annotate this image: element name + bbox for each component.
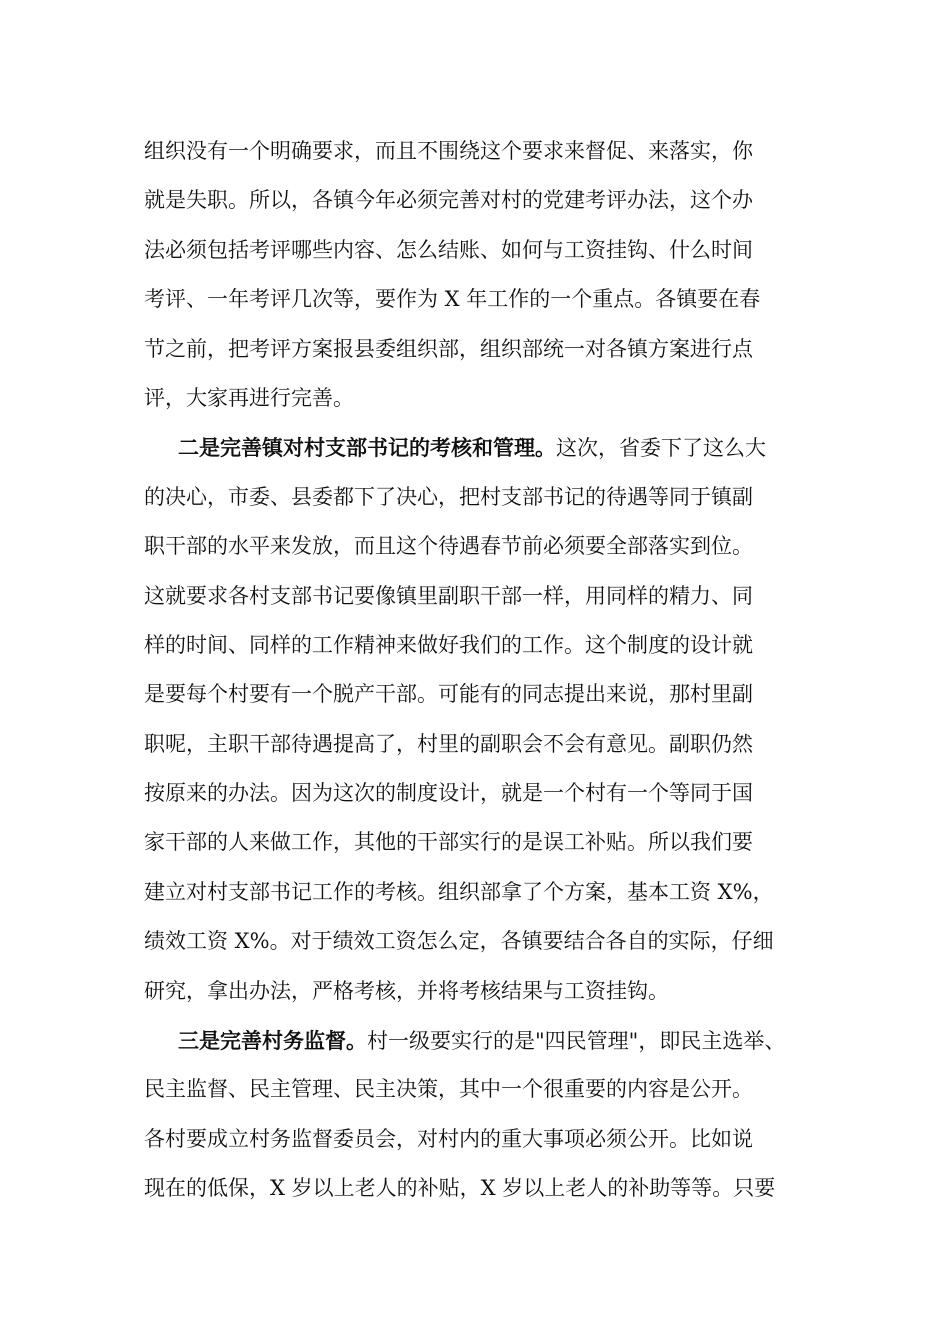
paragraph-2-line: 建立对村支部书记工作的考核。组织部拿了个方案，基本工资 X%， bbox=[144, 879, 774, 904]
paragraph-2-heading: 二是完善镇对村支部书记的考核和管理。 bbox=[178, 435, 556, 461]
paragraph-2-line: 按原来的办法。因为这次的制度设计，就是一个村有一个等同于国 bbox=[144, 781, 753, 806]
paragraph-1-line: 法必须包括考评哪些内容、怎么结账、如何与工资挂钩、什么时间 bbox=[144, 237, 753, 262]
paragraph-1-line: 组织没有一个明确要求，而且不围绕这个要求来督促、来落实，你 bbox=[144, 139, 753, 163]
paragraph-3-first-line-text: 村一级要实行的是"四民管理"，即民主选举、 bbox=[367, 1029, 786, 1054]
paragraph-3-line: 现在的低保，X 岁以上老人的补贴，X 岁以上老人的补助等等。只要 bbox=[144, 1176, 776, 1201]
paragraph-2-line: 职呢，主职干部待遇提高了，村里的副职会不会有意见。副职仍然 bbox=[144, 731, 753, 756]
document-body bbox=[144, 127, 814, 1214]
paragraph-2-line: 这就要求各村支部书记要像镇里副职干部一样，用同样的精力、同 bbox=[144, 583, 753, 608]
paragraph-2-line: 绩效工资 X%。对于绩效工资怎么定，各镇要结合各自的实际，仔细 bbox=[144, 929, 774, 954]
paragraph-1-line: 评，大家再进行完善。 bbox=[144, 385, 354, 410]
paragraph-3-line: 各村要成立村务监督委员会，对村内的重大事项必须公开。比如说 bbox=[144, 1126, 753, 1151]
paragraph-2-line: 是要每个村要有一个脱产干部。可能有的同志提出来说，那村里副 bbox=[144, 682, 753, 707]
paragraph-2-line: 的决心，市委、县委都下了决心，把村支部书记的待遇等同于镇副 bbox=[144, 484, 753, 509]
paragraph-2-line: 职干部的水平来发放，而且这个待遇春节前必须要全部落实到位。 bbox=[144, 534, 753, 559]
paragraph-1-line: 考评、一年考评几次等，要作为 X 年工作的一个重点。各镇要在春 bbox=[144, 287, 761, 312]
paragraph-3-line: 民主监督、民主管理、民主决策，其中一个很重要的内容是公开。 bbox=[144, 1077, 753, 1102]
paragraph-2-line: 家干部的人来做工作，其他的干部实行的是误工补贴。所以我们要 bbox=[144, 830, 753, 855]
paragraph-3-first-line bbox=[144, 1016, 814, 1065]
paragraph-2-first-line-text: 这次，省委下了这么大 bbox=[556, 436, 766, 461]
paragraph-2-line: 样的时间、同样的工作精神来做好我们的工作。这个制度的设计就 bbox=[144, 632, 753, 657]
paragraph-2-first-line bbox=[144, 423, 814, 472]
paragraph-3-heading: 三是完善村务监督。 bbox=[178, 1028, 367, 1054]
paragraph-1-line: 就是失职。所以，各镇今年必须完善对村的党建考评办法，这个办 bbox=[144, 188, 753, 213]
paragraph-1-line: 节之前，把考评方案报县委组织部，组织部统一对各镇方案进行点 bbox=[144, 336, 753, 361]
paragraph-2-line: 研究，拿出办法，严格考核，并将考核结果与工资挂钩。 bbox=[144, 978, 669, 1003]
